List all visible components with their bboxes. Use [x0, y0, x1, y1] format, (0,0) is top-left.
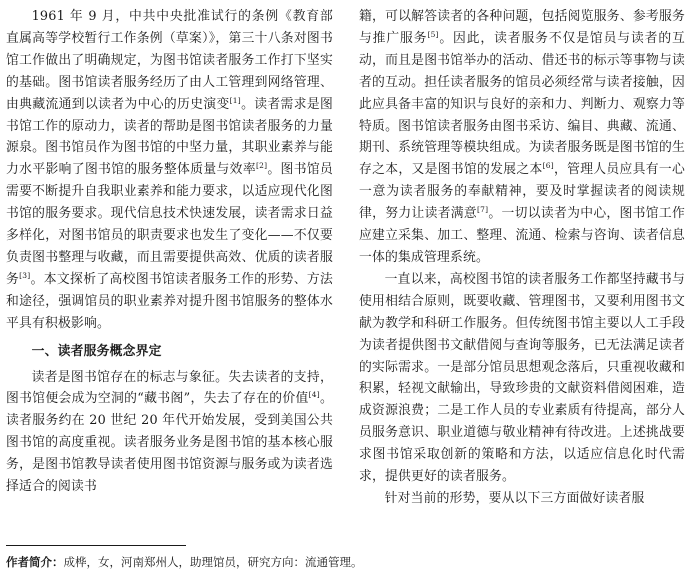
left-column — [6, 6, 333, 498]
footnote-label: 作者简介： — [6, 555, 64, 569]
paragraph-text: 。本文探析了高校图书馆读者服务工作的形势、方法和途径，强调馆员的职业素养对提升图书馆服务的整体水平具有积极影响。 — [6, 271, 334, 331]
paragraph-text: 读者是图书馆存在的标志与象征。失去读者的支持，图书馆便会成为空洞的“藏书阁”，失去了存在的价值 — [6, 369, 333, 407]
citation-7: [7] — [477, 205, 489, 215]
footnote-divider — [6, 545, 186, 546]
paragraph-text: ，管理人员应具有一心一意为读者服务的奉献精神，要及时掌握读者的阅读规律，努力让读者满意 — [359, 162, 685, 222]
right-column — [359, 6, 685, 510]
paragraph-text: 1961 年 9 月，中共中央批准试行的条例《教育部直属高等学校暂行工作条例（草案）》，第三十八条对图书馆工作做出了明确规定，为图书馆读者服务工作打下坚实的基础。图书馆读者服务经历了由人工管理到网络管理、由典藏流通到以读者为中心的历史演变 — [6, 9, 333, 112]
section-heading: 一、读者服务概念界定 — [31, 343, 162, 359]
continued-paragraph — [359, 6, 685, 269]
concept-paragraph — [6, 367, 333, 498]
citation-3: [3] — [19, 270, 31, 280]
paragraph-text: 。图书馆员需要不断提升自我职业素养和能力要求，以适应现代化图书馆的服务要求。现代信息技术快速发展，读者需求日益多样化，对图书馆员的职责要求也发生了变化——不仅要负责图书整理与收藏，而且需要提供高效、优质的读者服务 — [6, 162, 334, 287]
paragraph-text: 籍，可以解答读者的各种问题，包括阅览服务、参考服务与推广服务 — [359, 9, 685, 46]
paragraph-text: 。一切以读者为中心，图书馆工作应建立采集、加工、整理、流通、检索与咨询、读者信息一体的集成管理系统。 — [359, 206, 686, 265]
citation-2: [2] — [255, 161, 268, 171]
strategy-paragraph: 针对当前的形势，要从以下三方面做好读者服 — [384, 490, 645, 506]
citation-5: [5] — [427, 29, 439, 39]
paragraph-text: 。读者需求是图书馆工作的原动力，读者的帮助是图书馆读者服务的力量源泉。图书馆员作为图书馆的中坚力量，其职业素养与能力水平影响了图书馆的服务整体质量与效率 — [6, 96, 334, 178]
intro-paragraph — [6, 6, 333, 335]
tradition-paragraph: 一直以来，高校图书馆的读者服务工作都坚持藏书与使用相结合原则，既要收藏、管理图书，又要利用图书文献为教学和科研工作服务。但传统图书馆主要以人工手段为读者提供图书文献借阅与查询等服务，已无法满足读者的实际需求。一是部分馆员思想观念落后，只重视收藏和积累，轻视文献输出，导致珍贵的文献资料借阅困难，造成资源浪费；二是工作人员的专业素质有待提高，部分人员服务意识、职业道德与敬业精神有待改进。上述挑战要求图书馆采取创新的策略和方法，以适应信息化时代需求，提供更好的读者服务。 — [359, 271, 685, 485]
citation-6: [6] — [542, 161, 554, 171]
paragraph-text: 。读者服务约在 20 世纪 20 年代开始发展，受到美国公共图书馆的高度重视。读者服务业务是图书馆的基本核心服务，是图书馆教导读者使用图书馆资源与服务或为读者选择适合的阅读书 — [6, 391, 334, 495]
footnote-text: 成桦，女，河南郑州人，助理馆员，研究方向：流通管理。 — [63, 555, 363, 569]
citation-1: [1] — [229, 95, 241, 105]
author-footnote — [6, 552, 682, 572]
citation-4: [4] — [308, 390, 320, 400]
paragraph-text: 。因此，读者服务不仅是馆员与读者的互动，而且是图书馆举办的活动、借还书的标示等事物与读者的互动。担任读者服务的馆员必须经常与读者接触，因此应具备丰富的知识与良好的亲和力、判断力、观察力等特质。图书馆读者服务由图书采访、编目、典藏、流通、期刊、系统管理等模块组成。为读者服务既是图书馆的生存之本，又是图书馆的发展之本 — [359, 30, 686, 178]
